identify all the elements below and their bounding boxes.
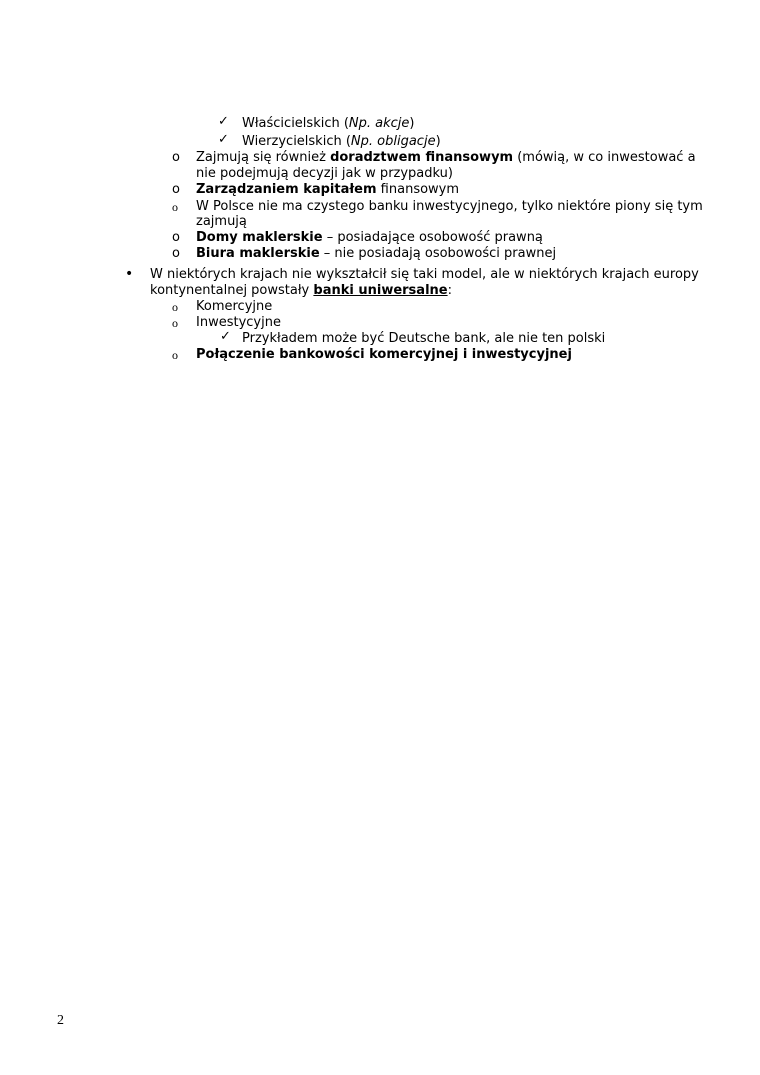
list-item: Połączenie bankowości komercyjnej i inwestycyjnej (196, 347, 572, 362)
list-item-continuation: zajmują (196, 214, 247, 229)
circle-bullet-icon: o (172, 300, 178, 314)
disc-bullet-icon: • (125, 266, 134, 282)
circle-bullet-icon: o (172, 348, 178, 362)
list-item: Biura maklerskie – nie posiadają osobowości prawnej (196, 246, 557, 261)
circle-bullet-icon: o (172, 230, 180, 245)
list-item: Komercyjne (196, 299, 273, 314)
list-item: Właścicielskich (Np. akcje) (242, 116, 415, 131)
list-item: Wierzycielskich (Np. obligacje) (242, 134, 441, 149)
list-item: Inwestycyjne (196, 315, 281, 330)
circle-bullet-icon: o (172, 316, 178, 330)
circle-bullet-icon: o (172, 182, 180, 197)
list-item: Zajmują się również doradztwem finansowym (mówią, w co inwestować a (196, 150, 696, 165)
circle-bullet-icon: o (172, 200, 178, 214)
list-item: Zarządzaniem kapitałem finansowym (196, 182, 460, 197)
list-item: Przykładem może być Deutsche bank, ale nie ten polski (242, 331, 606, 346)
list-item: W niektórych krajach nie wykształcił się taki model, ale w niektórych krajach europy (150, 267, 699, 282)
circle-bullet-icon: o (172, 150, 180, 165)
list-item-continuation: kontynentalnej powstały banki uniwersalne: (150, 283, 452, 298)
list-item-continuation: nie podejmują decyzji jak w przypadku) (196, 166, 453, 181)
page-number: 2 (57, 1013, 64, 1028)
list-item: Domy maklerskie – posiadające osobowość prawną (196, 230, 543, 245)
checkmark-icon: ✓ (220, 329, 231, 344)
list-item: W Polsce nie ma czystego banku inwestycyjnego, tylko niektóre piony się tym (196, 199, 703, 214)
circle-bullet-icon: o (172, 246, 180, 261)
checkmark-icon: ✓ (218, 114, 229, 129)
checkmark-icon: ✓ (218, 132, 229, 147)
